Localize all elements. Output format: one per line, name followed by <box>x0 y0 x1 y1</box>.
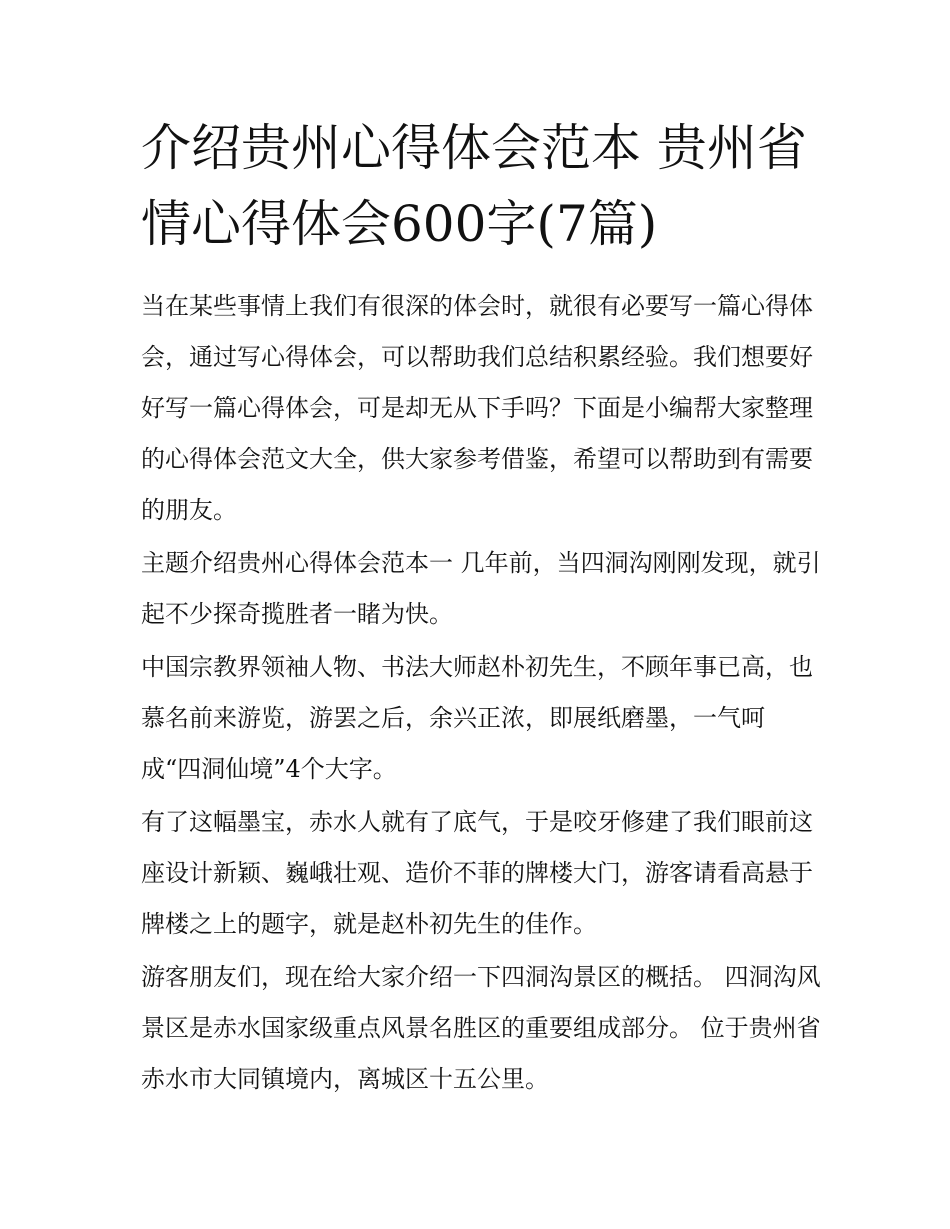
paragraph-scenic-area: 游客朋友们，现在给大家介绍一下四洞沟景区的概括。 四洞沟风景区是赤水国家级重点风景名胜区的重要组成部分。 位于贵州省赤水市大同镇境内，离城区十五公里。 <box>141 963 821 1093</box>
document-title: 介绍贵州心得体会范本 贵州省情心得体会600字(7篇) <box>141 119 807 253</box>
document-body <box>141 281 821 1107</box>
paragraph-topic-one: 主题介绍贵州心得体会范本一 几年前，当四洞沟刚刚发现，就引起不少探奇揽胜者一睹为快。 <box>141 549 821 628</box>
paragraph-intro: 当在某些事情上我们有很深的体会时，就很有必要写一篇心得体会，通过写心得体会，可以帮助我们总结积累经验。我们想要好好写一篇心得体会，可是却无从下手吗？下面是小编帮大家整理的心得体会范文大全，供大家参考借鉴，希望可以帮助到有需要的朋友。 <box>141 292 813 524</box>
paragraph-zhao-puchu: 中国宗教界领袖人物、书法大师赵朴初先生，不顾年事已高，也慕名前来游览，游罢之后，余兴正浓，即展纸磨墨，一气呵成“四洞仙境”4个大字。 <box>141 653 813 783</box>
paragraph-archway: 有了这幅墨宝，赤水人就有了底气，于是咬牙修建了我们眼前这座设计新颖、巍峨壮观、造价不菲的牌楼大门，游客请看高悬于牌楼之上的题字，就是赵朴初先生的佳作。 <box>141 808 813 938</box>
